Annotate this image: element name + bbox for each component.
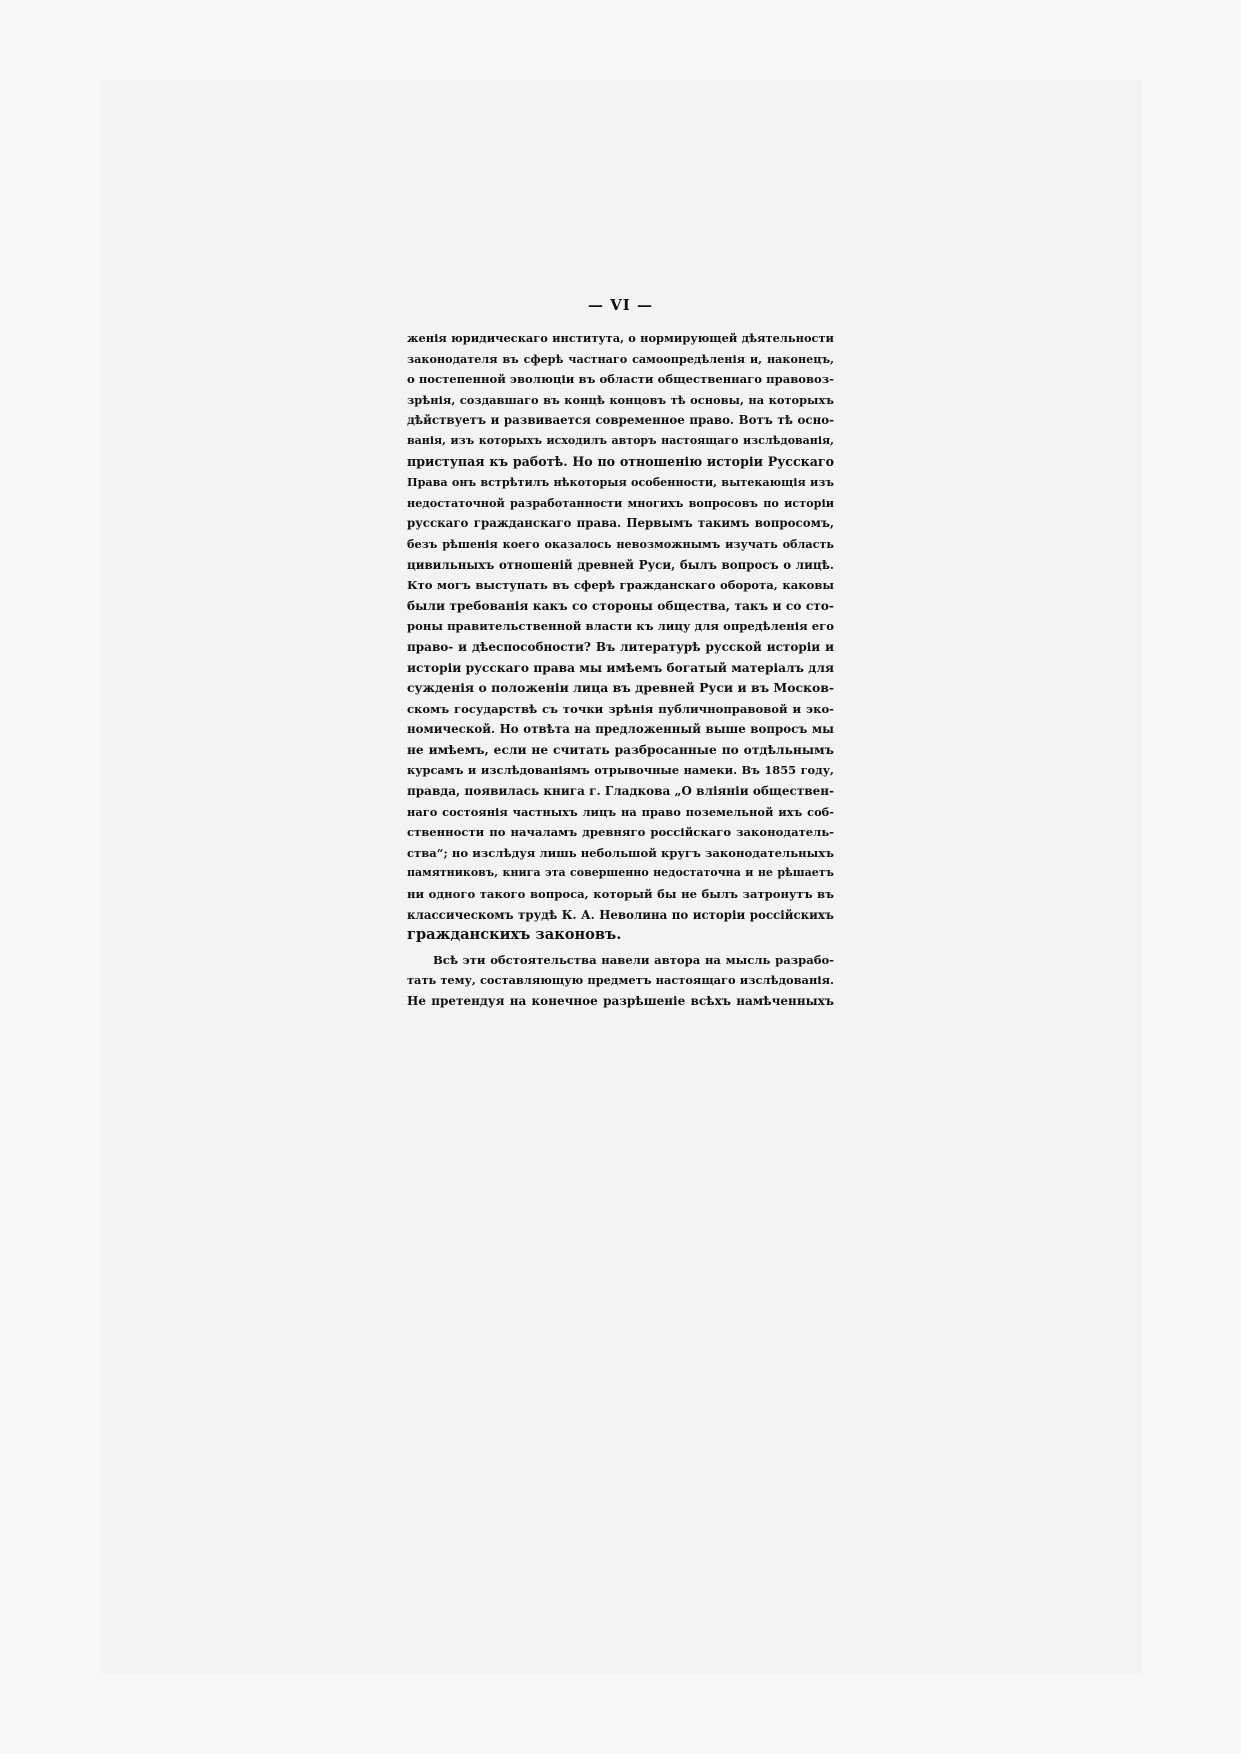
text-line: Кто могъ выступать въ сферѣ гражданскаго оборота, каковы: [407, 578, 834, 593]
text-line: номической. Но отвѣта на предложенный выше вопросъ мы: [407, 722, 834, 737]
text-line: не имѣемъ, если не считать разбросанные по отдѣльнымъ: [407, 742, 834, 757]
text-line: ванія, изъ которыхъ исходилъ авторъ настоящаго изслѣдованія,: [407, 433, 834, 447]
text-line: памятниковъ, книга эта совершенно недостаточна и не рѣшаетъ: [407, 866, 834, 880]
text-line: женія юридическаго института, о нормирующей дѣятельности: [407, 331, 834, 345]
text-line: ства“; но изслѣдуя лишь небольшой кругъ законодательныхъ: [407, 845, 834, 860]
text-line: законодателя въ сферѣ частнаго самоопредѣленія и, наконецъ,: [407, 351, 834, 366]
paragraph: [407, 950, 834, 1012]
text-line: исторіи русскаго права мы имѣемъ богатый матеріалъ для: [407, 660, 834, 675]
text-line: Всѣ эти обстоятельства навели автора на мысль разрабо-: [433, 952, 834, 967]
text-line: правда, появилась книга г. Гладкова „О вліяніи обществен-: [407, 784, 834, 799]
text-line: наго состоянія частныхъ лицъ на право поземельной ихъ соб-: [407, 804, 834, 819]
text-line: недостаточной разработанности многихъ вопросовъ по исторіи: [407, 495, 834, 510]
text-line: ственности по началамъ древняго россійскаго законодатель-: [407, 825, 834, 840]
text-line: дѣйствуетъ и развивается современное право. Вотъ тѣ осно-: [407, 413, 834, 428]
text-line: Не претендуя на конечное разрѣшеніе всѣхъ намѣченныхъ: [407, 994, 834, 1008]
text-line: право- и дѣеспособности? Въ литературѣ русской исторіи и: [407, 639, 834, 654]
text-line: были требованія какъ со стороны общества, такъ и со сто-: [407, 598, 834, 613]
text-line: скомъ государствѣ съ точки зрѣнія публичноправовой и эко-: [407, 701, 834, 716]
text-line: цивильныхъ отношеній древней Руси, былъ вопросъ о лицѣ.: [407, 557, 834, 572]
text-line: о постепенной эволюціи въ области общественнаго правовоз-: [407, 372, 834, 387]
text-line: тать тему, составляющую предметъ настоящаго изслѣдованія.: [407, 973, 834, 988]
text-line: русскаго гражданскаго права. Первымъ такимъ вопросомъ,: [407, 516, 834, 531]
text-line: роны правительственной власти къ лицу для опредѣленія его: [407, 619, 834, 634]
text-line: курсамъ и изслѣдованіямъ отрывочные намеки. Въ 1855 году,: [407, 763, 834, 778]
body-text: [407, 328, 834, 1012]
text-line: безъ рѣшенія коего оказалось невозможнымъ изучать область: [407, 536, 834, 551]
text-line: приступая къ работѣ. Но по отношенію исторіи Русскаго: [407, 453, 834, 469]
page-number: — VI —: [587, 296, 654, 314]
text-line: зрѣнія, создавшаго въ концѣ концовъ тѣ основы, на которыхъ: [407, 392, 834, 407]
text-line: ни одного такого вопроса, который бы не былъ затронутъ въ: [407, 887, 834, 902]
text-line: Права онъ встрѣтилъ нѣкоторыя особенности, вытекающія изъ: [407, 475, 834, 490]
paragraph: [407, 328, 834, 946]
text-line: сужденія о положеніи лица въ древней Руси и въ Москов-: [407, 680, 834, 696]
text-line: классическомъ трудѣ К. А. Неволина по исторіи россійскихъ: [407, 907, 834, 922]
text-line: гражданскихъ законовъ.: [407, 926, 622, 944]
